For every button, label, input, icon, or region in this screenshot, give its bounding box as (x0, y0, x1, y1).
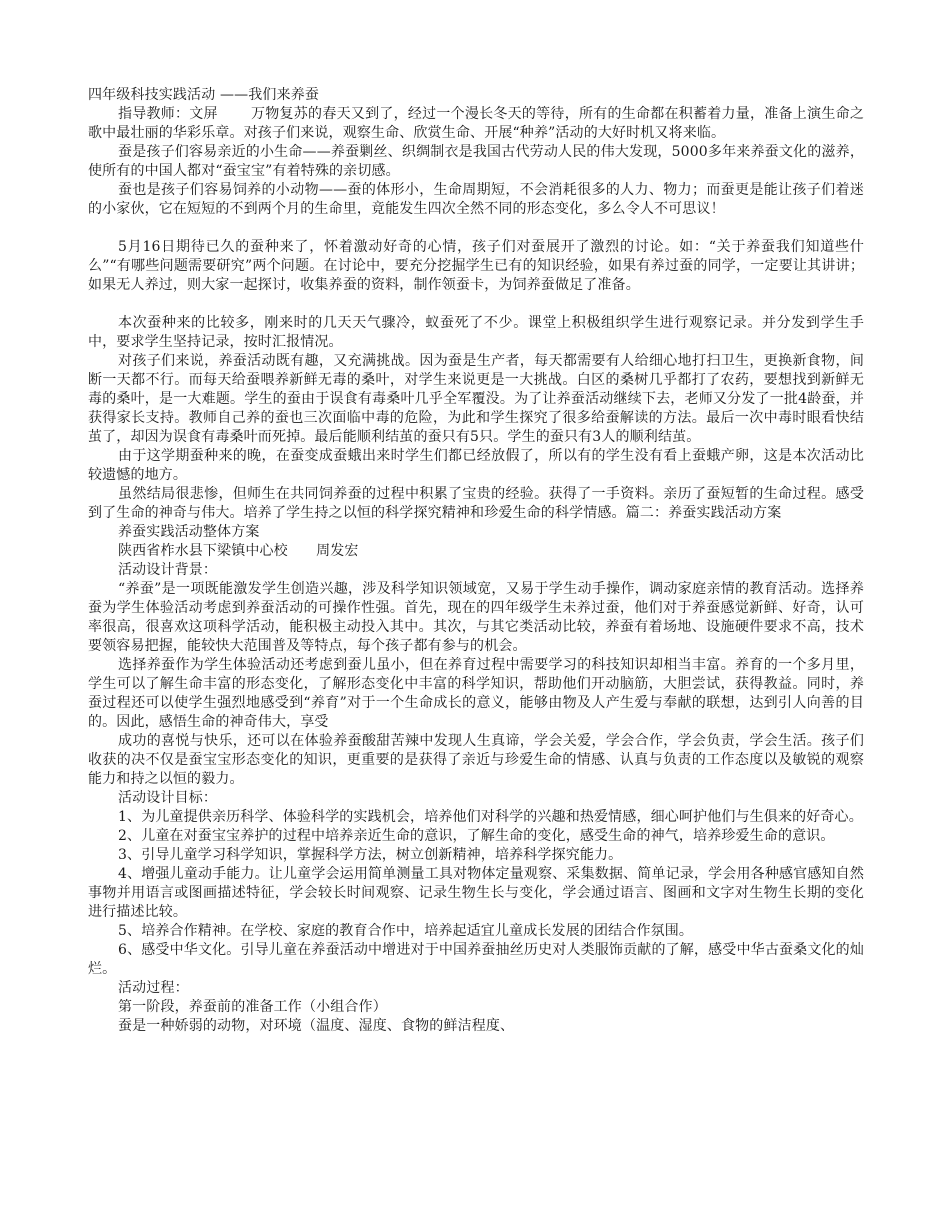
paragraph-intro: 指导教师：文屏 万物复苏的春天又到了，经过一个漫长冬天的等待，所有的生命都在积蓄着力量，准备上演生命之歌中最壮丽的华彩乐章。对孩子们来说，观察生命、欣赏生命、开展“种养”活动的大好时机又将来临。 (88, 106, 864, 141)
phase-one-heading: 第一阶段，养蚕前的准备工作（小组合作） (118, 999, 387, 1015)
paragraph-may-16: 5月16日期待已久的蚕种来了，怀着激动好奇的心情，孩子们对蚕展开了激烈的讨论。如：“关于养蚕我们知道些什么”“有哪些问题需要研究”两个问题。在讨论中，要充分挖掘学生已有的知识经验，如果有养过蚕的同学，一定要让其讲讲；如果无人养过，则大家一起探讨，收集养蚕的资料，制作领蚕卡，为饲养蚕做足了准备。 (88, 239, 864, 293)
paragraph-regret: 由于这学期蚕种来的晚，在蚕变成蚕蛾出来时学生们都已经放假了，所以有的学生没有看上蚕蛾产卵，这是本次活动比较遗憾的地方。 (88, 448, 864, 483)
paragraph-background-2: 选择养蚕作为学生体验活动还考虑到蚕儿虽小，但在养育过程中需要学习的科技知识却相当丰富。养育的一个多月里，学生可以了解生命丰富的形态变化，了解形态变化中丰富的科学知识，帮助他们开动脑筋，大胆尝试，获得教益。同时，养蚕过程还可以使学生强烈地感受到“养育”对于一个生命成长的意义，能够由物及人产生爱与奉献的联想，达到引人向善的目的。因此，感悟生命的神奇伟大，享受 (88, 657, 864, 730)
heading-background: 活动设计背景： (118, 562, 218, 578)
paragraph-silk-history: 蚕是孩子们容易亲近的小生命——养蚕剿丝、织绸制衣是我国古代劳动人民的伟大发现，5000多年来养蚕文化的滋养，使所有的中国人都对“蚕宝宝”有着特殊的亲切感。 (88, 144, 864, 179)
goal-item-6: 6、感受中华文化。引导儿童在养蚕活动中增进对于中国养蚕抽丝历史对人类服饰贡献的了解，感受中华古蚕桑文化的灿烂。 (88, 942, 864, 977)
goal-item-5: 5、培养合作精神。在学校、家庭的教育合作中，培养起适宜儿童成长发展的团结合作氛围。 (118, 923, 694, 939)
document-title: 四年级科技实践活动 ——我们来养蚕 (88, 87, 319, 103)
paragraph-silkworm-easy: 蚕也是孩子们容易饲养的小动物——蚕的体形小，生命周期短，不会消耗很多的人力、物力；而蚕更是能让孩子们着迷的小家伙，它在短短的不到两个月的生命里，竟能发生四次全然不同的形态变化，多么令人不可思议！ (88, 182, 864, 217)
paragraph-conclusion: 虽然结局很悲惨，但师生在共同饲养蚕的过程中积累了宝贵的经验。获得了一手资料。亲历了蚕短暂的生命过程。感受到了生命的神奇与伟大。培养了学生持之以恒的科学探究精神和珍爱生命的科学情感。篇二：养蚕实践活动方案 (88, 486, 864, 521)
author-line: 陕西省柞水县下梁镇中心校 周发宏 (118, 543, 359, 559)
heading-goals: 活动设计目标： (118, 790, 218, 806)
heading-process: 活动过程： (118, 980, 189, 996)
paragraph-background-3: 成功的喜悦与快乐，还可以在体验养蚕酸甜苦辣中发现人生真谛，学会关爱，学会合作，学会负责，学会生活。孩子们收获的决不仅是蚕宝宝形态变化的知识，更重要的是获得了亲近与珍爱生命的情感、认真与负责的工作态度以及敏锐的观察能力和持之以恒的毅力。 (88, 733, 864, 787)
goal-item-4: 4、增强儿童动手能力。让儿童学会运用简单测量工具对物体定量观察、采集数据、简单记录，学会用各种感官感知自然事物并用语言或图画描述特征，学会较长时间观察、记录生物生长与变化，学会通过语言、图画和文字对生物生长期的变化进行描述比较。 (88, 866, 864, 920)
paragraph-challenge: 对孩子们来说，养蚕活动既有趣，又充满挑战。因为蚕是生产者，每天都需要有人给细心地打扫卫生，更换新食物，间断一天都不行。而每天给蚕喂养新鲜无毒的桑叶，对学生来说更是一大挑战。白区的桑树几乎都打了农药，要想找到新鲜无毒的桑叶，是一大难题。学生的蚕由于误食有毒桑叶几乎全军覆没。为了让养蚕活动继续下去，老师又分发了一批4龄蚕，并获得家长支持。教师自己养的蚕也三次面临中毒的危险，为此和学生探究了很多给蚕解读的方法。最后一次中毒时眼看快结茧了，却因为误食有毒桑叶而死掉。最后能顺利结茧的蚕只有5只。学生的蚕只有3人的顺利结茧。 (88, 353, 864, 445)
section-heading-plan: 养蚕实践活动整体方案 (118, 524, 260, 540)
paragraph-observation: 本次蚕种来的比较多，刚来时的几天天气骤冷，蚁蚕死了不少。课堂上积极组织学生进行观察记录。并分发到学生手中，要求学生坚持记录，按时汇报情况。 (88, 315, 864, 350)
paragraph-background-1: “养蚕”是一项既能激发学生创造兴趣，涉及科学知识领域宽，又易于学生动手操作，调动家庭亲情的教育活动。选择养蚕为学生体验活动考虑到养蚕活动的可操作性强。首先，现在的四年级学生未养过蚕，他们对于养蚕感觉新鲜、好奇，认可率很高，很喜欢这项科学活动，能积极主动投入其中。其次，与其它类活动比较，养蚕有着场地、设施硬件要求不高，技术要领容易把握，能较快大范围普及等特点，每个孩子都有参与的机会。 (88, 581, 864, 654)
goal-item-1: 1、为儿童提供亲历科学、体验科学的实践机会，培养他们对科学的兴趣和热爱情感，细心呵护他们与生俱来的好奇心。 (118, 809, 863, 825)
goal-item-2: 2、儿童在对蚕宝宝养护的过程中培养亲近生命的意识，了解生命的变化，感受生命的神气，培养珍爱生命的意识。 (118, 828, 835, 844)
document-page (88, 86, 864, 1036)
paragraph-phase-one: 蚕是一种娇弱的动物，对环境（温度、湿度、食物的鲜洁程度、 (118, 1018, 515, 1034)
goal-item-3: 3、引导儿童学习科学知识，掌握科学方法，树立创新精神，培养科学探究能力。 (118, 847, 623, 863)
